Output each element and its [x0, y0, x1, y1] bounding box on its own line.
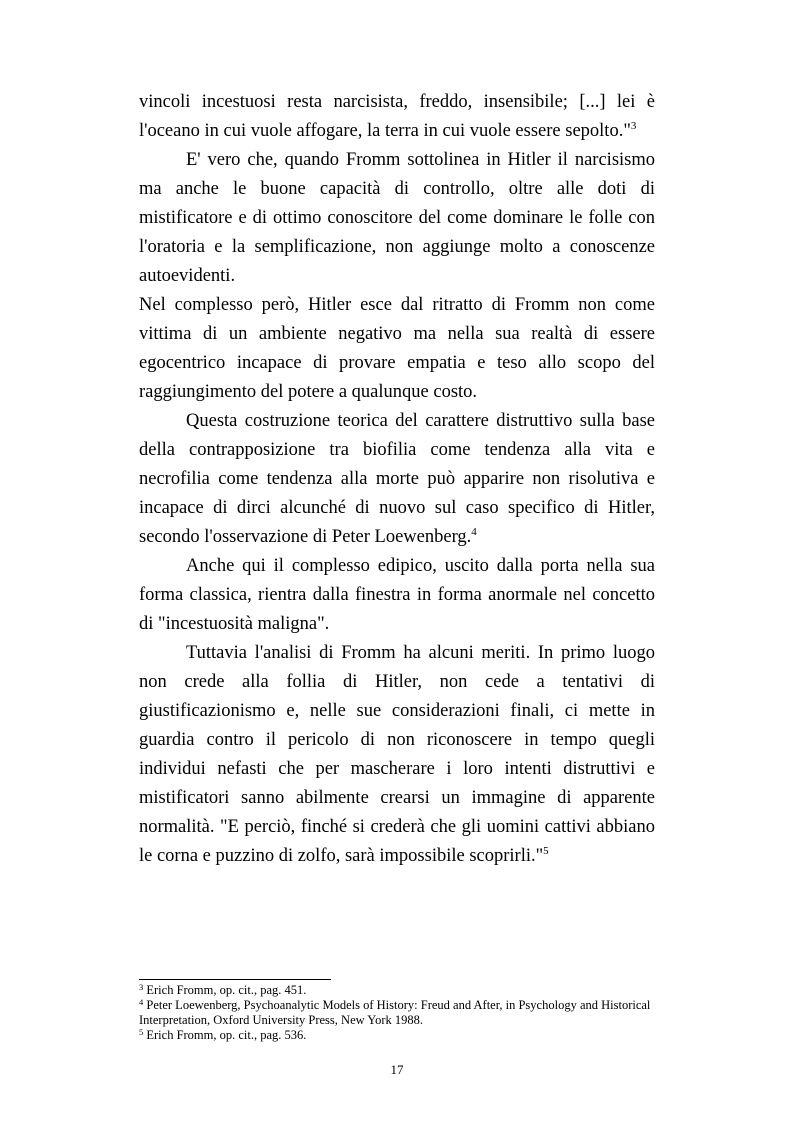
footnote-ref-3[interactable]: 3	[630, 120, 637, 132]
paragraph-5: Anche qui il complesso edipico, uscito dalla porta nella sua forma classica, rientra dalla finestra in forma anormale nel concetto di "incestuosità maligna".	[139, 556, 655, 634]
paragraph-3: Nel complesso però, Hitler esce dal ritratto di Fromm non come vittima di un ambiente negativo ma nella sua realtà di essere egocentrico incapace di provare empatia e teso allo scopo del raggiungimento del potere a qualunque costo.	[139, 295, 655, 402]
footnote-ref-5[interactable]: 5	[543, 845, 549, 857]
page-number: 17	[390, 1062, 404, 1077]
footnotes	[139, 983, 655, 1043]
footnote-number: 4	[139, 997, 144, 1007]
paragraph-2: E' vero che, quando Fromm sottolinea in Hitler il narcisismo ma anche le buone capacità di controllo, oltre alle doti di mistificatore e di ottimo conoscitore del come dominare le folle con l'oratoria e la semplificazione, non aggiunge molto a conoscenze autoevidenti.	[139, 150, 655, 286]
footnote-text: Erich Fromm, op. cit., pag. 536.	[143, 1028, 307, 1042]
footnote-number: 5	[139, 1027, 144, 1037]
footnote-number: 3	[139, 982, 144, 992]
footnote-text: Peter Loewenberg, Psychoanalytic Models of History: Freud and After, in Psychology and Historical Interpretation, Oxford University Press, New York 1988.	[139, 998, 651, 1027]
footnote-4	[139, 998, 655, 1028]
body-text	[139, 88, 655, 871]
footnote-separator	[139, 979, 331, 980]
footnote-ref-4[interactable]: 4	[471, 526, 477, 538]
paragraph-1: vincoli incestuosi resta narcisista, freddo, insensibile; [...] lei è l'oceano in cui vuole affogare, la terra in cui vuole essere sepolto."$^3$	[139, 92, 655, 141]
paragraph-6: Tuttavia l'analisi di Fromm ha alcuni meriti. In primo luogo non crede alla follia di Hitler, non cede a tentativi di giustificazionismo e, nelle sue considerazioni finali, ci mette in guardia contro il pericolo di non riconoscere in tempo quegli individui nefasti che per mascherare i loro intenti distruttivi e mistificatori sanno abilmente crearsi un immagine di apparente normalità. "E perciò, finché si crederà che gli uomini cattivi abbiano le corna e puzzino di zolfo, sarà impossibile scoprirli."$^5$	[139, 643, 655, 866]
paragraph-4: Questa costruzione teorica del carattere distruttivo sulla base della contrapposizione tra biofilia come tendenza alla vita e necrofilia come tendenza alla morte può apparire non risolutiva e incapace di dirci alcunché di nuovo sul caso specifico di Hitler, secondo l'osservazione di Peter Loewenberg.$^4$	[139, 411, 655, 547]
footnote-text: Erich Fromm, op. cit., pag. 451.	[143, 983, 307, 997]
footnote-3	[139, 983, 655, 998]
footnote-5	[139, 1028, 655, 1043]
